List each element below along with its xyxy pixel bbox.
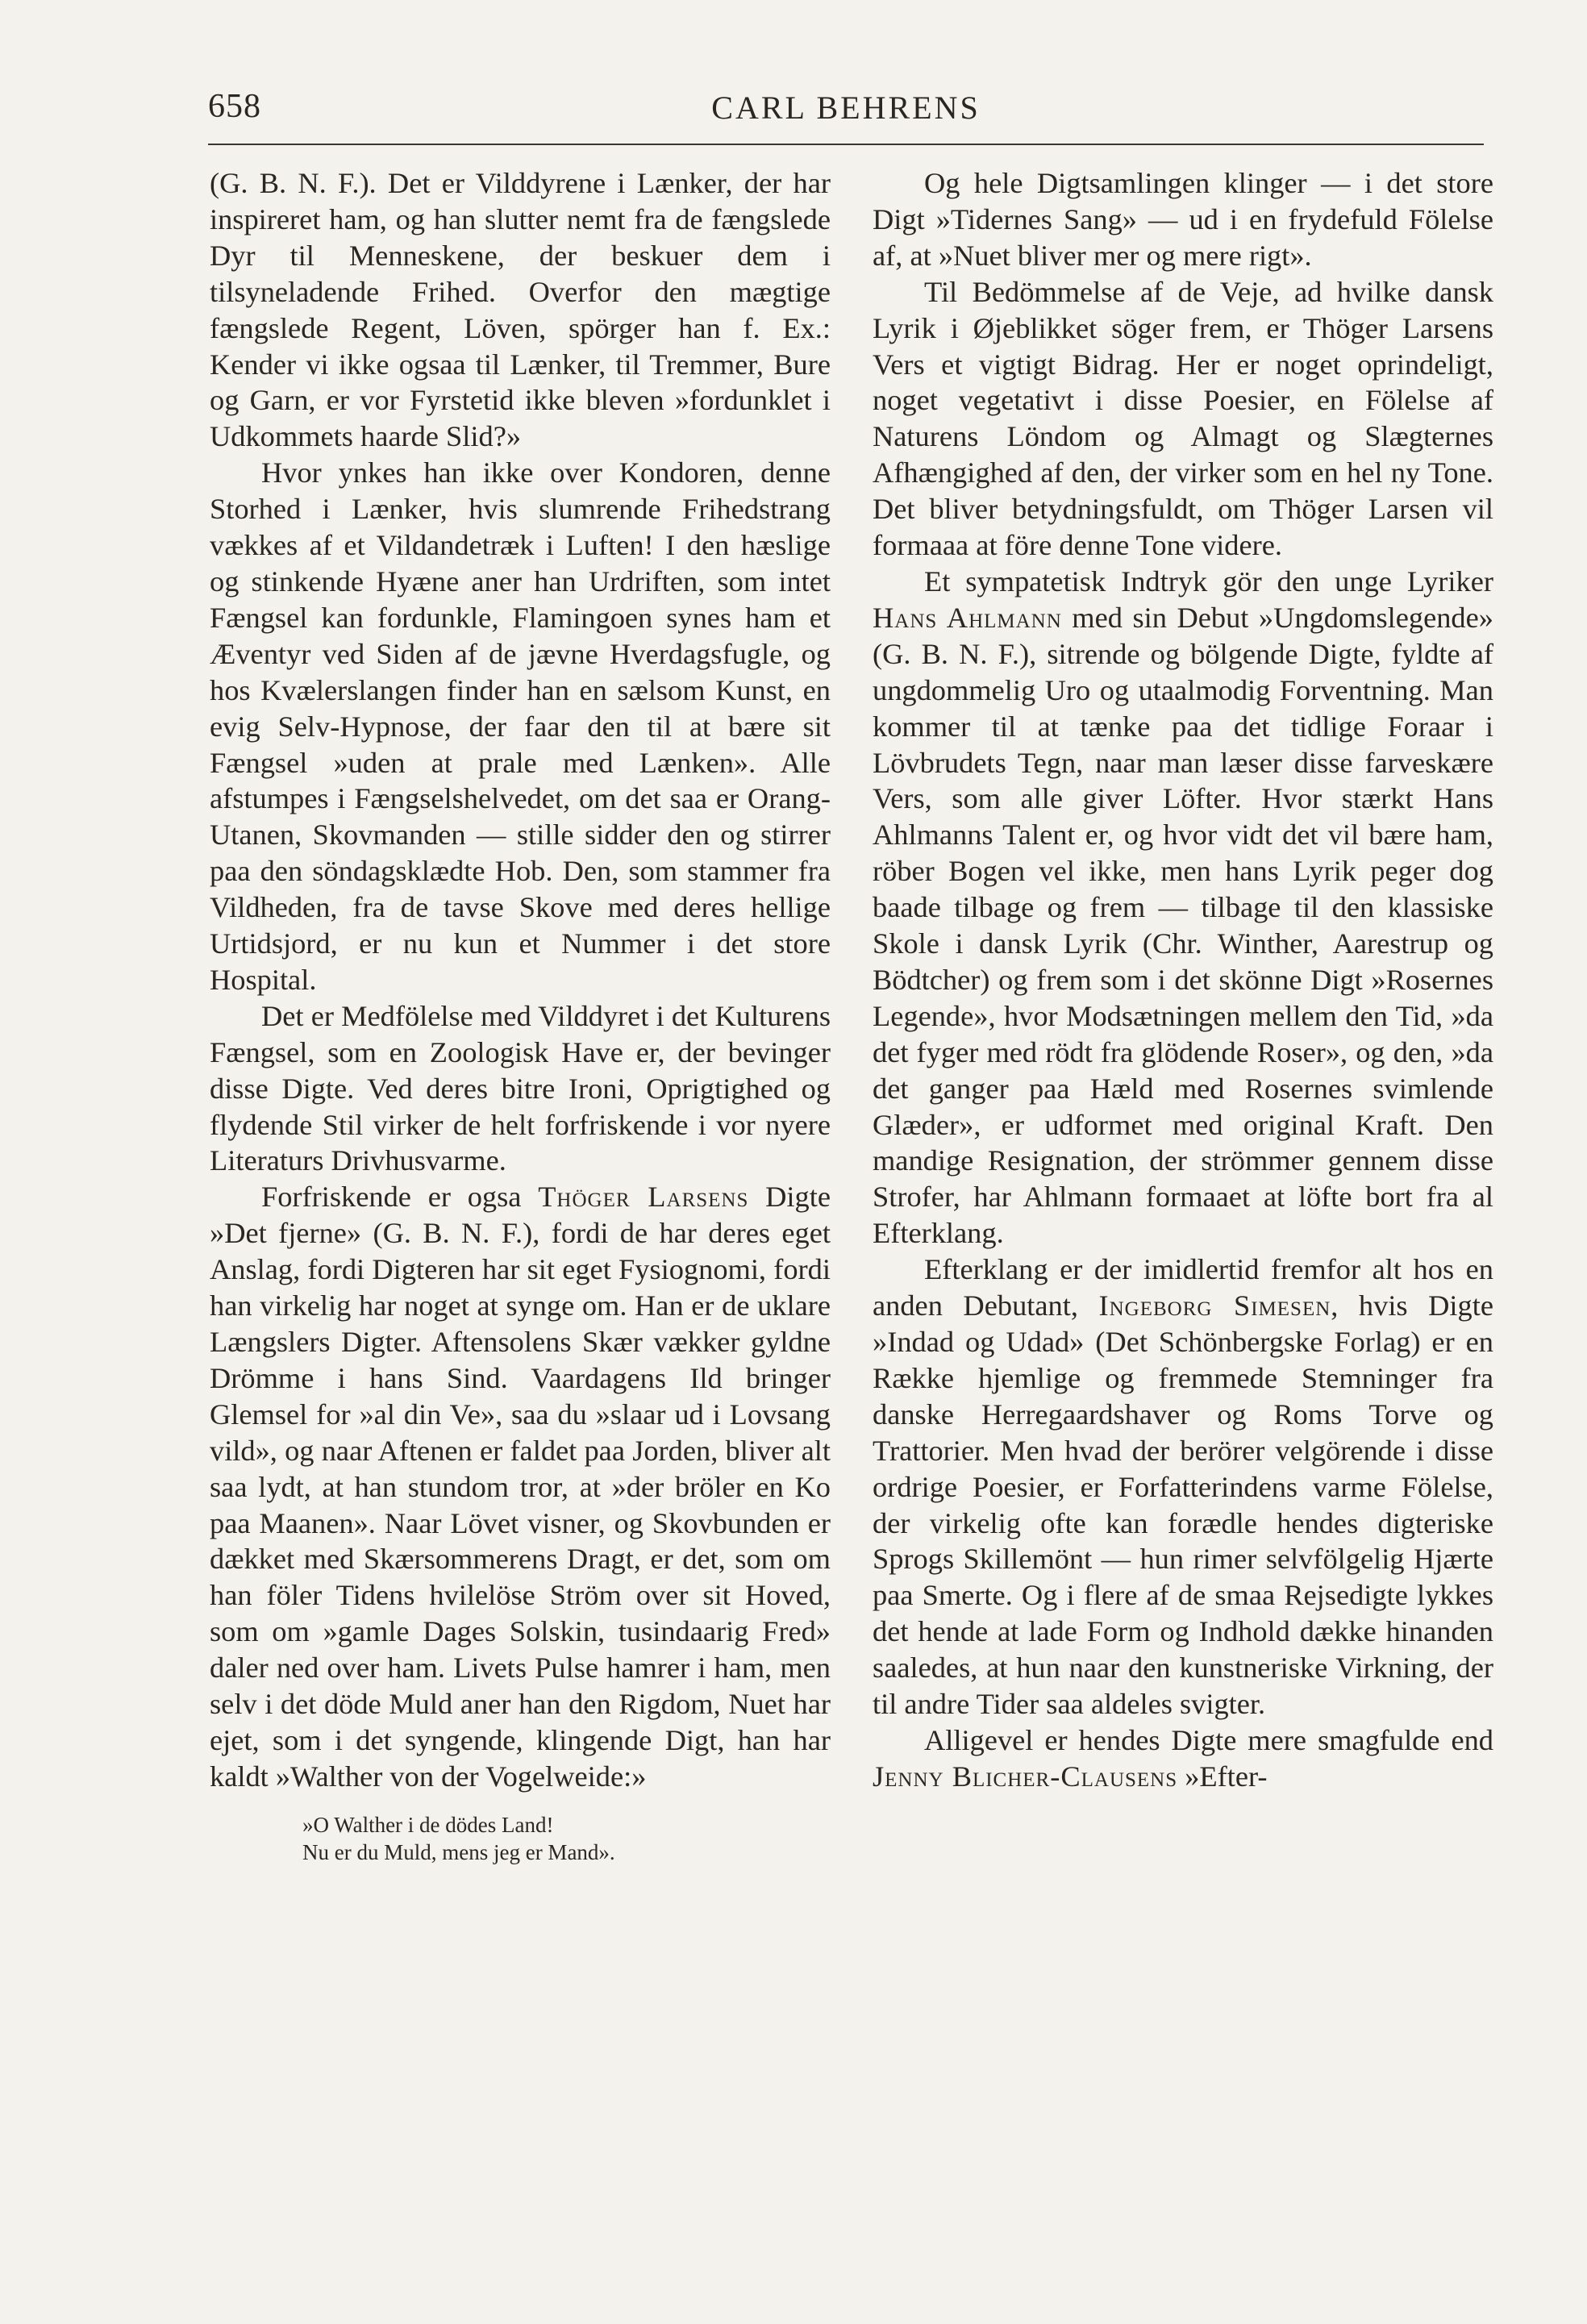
paragraph: [210, 1179, 831, 1794]
text-span: »Efter-: [1177, 1760, 1268, 1793]
verse-quote: [210, 1811, 831, 1866]
text-span: Forfriskende er ogsa: [261, 1181, 539, 1214]
text-span: Alligevel er hendes Digte mere smagfulde end: [924, 1723, 1493, 1756]
page-number: 658: [208, 88, 261, 125]
paragraph: Og hele Digtsamlingen klinger — i det store Digt »Tidernes Sang» — ud i en frydefuld Fölelse af, at »Nuet bliver mer og mere rigt».: [873, 167, 1493, 272]
text-span: Digte »Det fjerne» (G. B. N. F.), fordi de har deres eget Anslag, fordi Digteren har sit eget Fysiognomi, fordi han virkelig har noget at synge om. Han er de uklare Længslers Digter. Aftensolens Skær vækker gyldne Drömme i hans Sind. Vaardagens Ild bringer Glemsel for »al din Ve», saa du »slaar ud i Lovsang vild», og naar Aftenen er faldet paa Jorden, bliver alt saa lydt, at han stundom tror, at »der bröler en Ko paa Maanen». Naar Lövet visner, og Skovbunden er dækket med Skærsommerens Dragt, er det, som om han föler Tidens hvilelöse Ström over sit Hoved, som om »gamle Dages Solskin, tusindaarig Fred» daler ned over ham. Livets Pulse hamrer i ham, men selv i det döde Muld aner han den Rigdom, Nuet har ejet, som i det syngende, klingende Digt, han har kaldt »Walther von der Vogelweide:»: [210, 1181, 831, 1793]
paragraph: Til Bedömmelse af de Veje, ad hvilke dansk Lyrik i Øjeblikket söger frem, er Thöger Larsens Vers et vigtigt Bidrag. Her er noget oprindeligt, noget vegetativt i disse Poesier, en Fölelse af Naturens Löndom og Almagt og Slægternes Afhængighed af den, der virker som en hel ny Tone. Det bliver betydningsfuldt, om Thöger Larsen vil formaaa at före denne Tone videre.: [873, 275, 1493, 562]
text-span: , hvis Digte »Indad og Udad» (Det Schönbergske Forlag) er en Række hjemlige og fremmede Stemninger fra danske Herregaardshaver og Roms Torve og Trattorier. Men hvad der berörer velgörende i disse ordrige Poesier, er Forfatterindens varme Fölelse, der virkelig ofte kan forædle hendes digteriske Sprogs Skillemönt — hun rimer selvfölgelig Hjærte paa Smerte. Og i flere af de smaa Rejsedigte lykkes det hende at lade Form og Indhold dække hinanden saaledes, at hun naar den kunstneriske Virkning, der til andre Tider saa aldeles svigter.: [873, 1289, 1493, 1721]
paragraph: Det er Medfölelse med Vilddyret i det Kulturens Fængsel, som en Zoologisk Have er, der bevinger disse Digte. Ved deres bitre Ironi, Oprigtighed og flydende Stil virker de helt forfriskende i vor nyere Literaturs Drivhusvarme.: [210, 999, 831, 1177]
page-header: [208, 87, 1484, 145]
author-name: Ingeborg Simesen: [1098, 1289, 1331, 1322]
paragraph: [873, 1722, 1493, 1795]
right-column: [873, 165, 1493, 1795]
left-column: [210, 165, 831, 1866]
paragraph: Hvor ynkes han ikke over Kondoren, denne Storhed i Lænker, hvis slumrende Frihedstrang vækkes af et Vildandetræk i Luften! I den hæslige og stinkende Hyæne aner han Urdriften, som intet Fængsel kan fordunkle, Flamingoen synes ham et Æventyr ved Siden af de jævne Hverdagsfugle, og hos Kvælerslangen finder han en sælsom Kunst, en evig Selv-Hypnose, der faar den til at bære sit Fængsel »uden at prale med Lænken». Alle afstumpes i Fængselshelvedet, om det saa er Orang-Utanen, Skovmanden — stille sidder den og stirrer paa den söndagsklædte Hob. Den, som stammer fra Vildheden, fra de tavse Skove med deres hellige Urtidsjord, er nu kun et Nummer i det store Hospital.: [210, 456, 831, 996]
author-name: Hans Ahlmann: [873, 601, 1062, 634]
text-span: Et sympatetisk Indtryk gör den unge Lyriker: [924, 564, 1493, 598]
verse-line: »O Walther i de dödes Land!: [302, 1812, 554, 1837]
text-span: med sin Debut »Ungdomslegende» (G. B. N. F.), sitrende og bölgende Digte, fyldte af ungdommelig Uro og utaalmodig Forventning. Man kommer til at tænke paa det tidlige Foraar i Lövbrudets Tegn, naar man læser disse farveskære Vers, som alle giver Löfter. Hvor stærkt Hans Ahlmanns Talent er, og hvor vidt det vil bære ham, röber Bogen vel ikke, men hans Lyrik peger dog baade tilbage og frem — tilbage til den klassiske Skole i dansk Lyrik (Chr. Winther, Aarestrup og Bödtcher) og frem som i det skönne Digt »Rosernes Legende», hvor Modsætningen mellem den Tid, »da det fyger med rödt fra glödende Roser», og den, »da det ganger paa Hæld med Rosernes svimlende Glæder», er udformet med original Kraft. Den mandige Resignation, der strömmer gennem disse Strofer, har Ahlmann formaaet at löfte bort fra al Efterklang.: [873, 601, 1493, 1250]
text-span: Efterklang er der imidlertid fremfor alt hos en anden Debutant,: [873, 1253, 1493, 1322]
author-name: Jenny Blicher-Clausens: [873, 1760, 1178, 1793]
paragraph: (G. B. N. F.). Det er Vilddyrene i Lænker, der har inspireret ham, og han slutter nemt fra de fængslede Dyr til Menneskene, der beskuer dem i tilsyneladende Frihed. Overfor den mægtige fængslede Regent, Löven, spörger han f. Ex.: Kender vi ikke ogsaa til Lænker, til Tremmer, Bure og Garn, er vor Fyrstetid ikke bleven »fordunklet i Udkommets haarde Slid?»: [210, 167, 831, 453]
paragraph: [873, 1252, 1493, 1722]
running-head: CARL BEHRENS: [711, 90, 981, 126]
paragraph: [873, 564, 1493, 1252]
verse-line: Nu er du Muld, mens jeg er Mand».: [302, 1839, 615, 1864]
author-name: Thöger Larsens: [538, 1181, 749, 1214]
